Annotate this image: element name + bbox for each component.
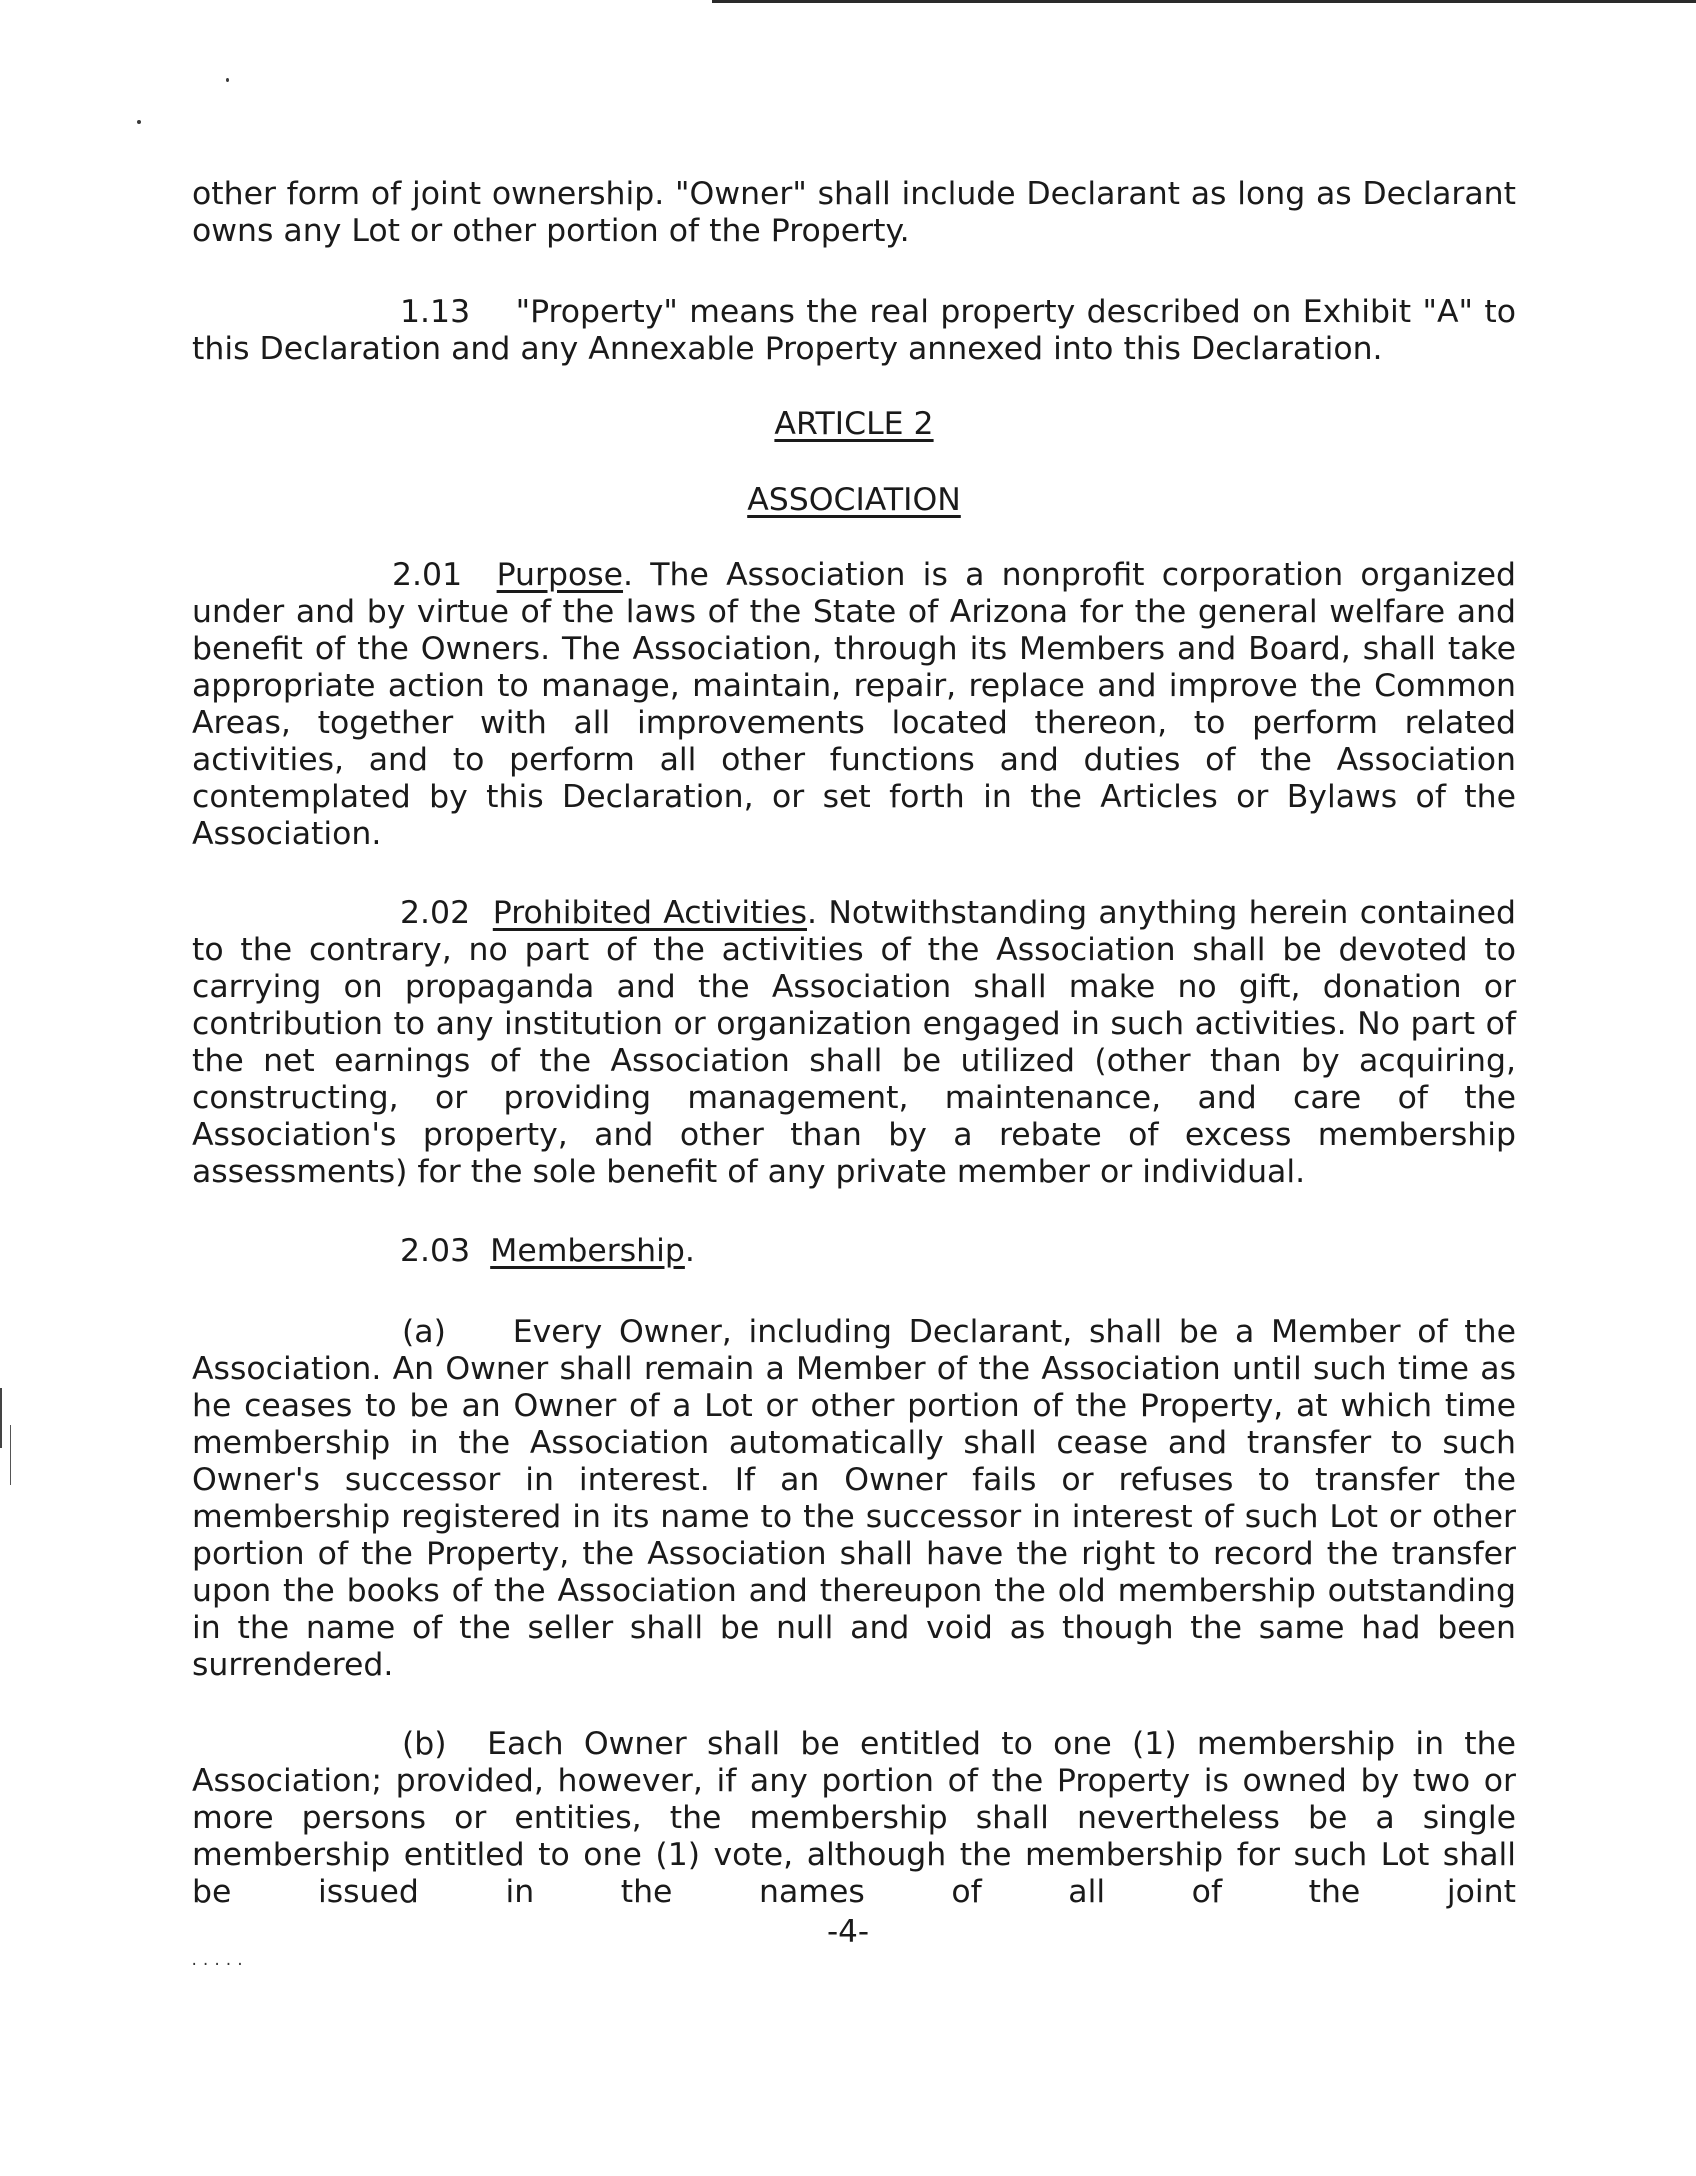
subsection-text: Each Owner shall be entitled to one (1) membership in the Association; provided, however, if any portion of the Property is owned by two or more persons or entities, the membership shall nevertheless be a single membership entitled to one (1) vote, although the membership for such Lot shall be issued in the names of all of the joint [192,1726,1517,1910]
section-title: Prohibited Activities [492,895,807,931]
article-heading [192,406,1516,443]
footer-scan-mark: ····· [190,1957,248,1973]
section-number: 1.13 [400,294,471,330]
page-number: -4- [826,1914,870,1950]
article-title [192,482,1516,519]
section-2-03: 2.03 Membership. [400,1233,695,1269]
section-text: The Association is a nonprofit corporation organized under and by virtue of the laws of the State of Arizona for the general welfare and benefit of the Owners. The Association, through its Members and Board, shall take appropriate action to manage, maintain, repair, replace and improve the Common Areas, together with all improvements located thereon, to perform related activities, and to perform all other functions and duties of the Association contemplated by this Declaration, or set forth in the Articles or Bylaws of the Association. [192,557,1516,852]
scan-margin-tick [10,1425,11,1485]
scan-speck [226,78,229,82]
section-number: 2.01 [392,557,463,593]
section-2-03-b [192,1726,1516,1911]
document-page [192,168,1516,1911]
section-title: Membership [490,1233,685,1269]
section-1-13 [192,294,1516,368]
subsection-label: (b) [402,1726,447,1762]
section-2-01: 2.01 Purpose. The Association is a nonprofit corporation organized under and by virtue of the laws of the State of Arizona for the general welfare and benefit of the Owners. The Association, through its Members and Board, shall take appropriate action to manage, maintain, repair, replace and improve the Common Areas, together with all improvements located thereon, to perform related activities, and to perform all other functions and duties of the Association contemplated by this Declaration, or set forth in the Articles or Bylaws of the Association. [192,557,1516,852]
section-2-02: 2.02 Prohibited Activities. Notwithstanding anything herein contained to the contrary, no part of the activities of the Association shall be devoted to carrying on propaganda and the Association shall make no gift, donation or contribution to any institution or organization engaged in such activities. No part of the net earnings of the Association shall be utilized (other than by acquiring, constructing, or providing management, maintenance, and care of the Association's property, and other than by a rebate of excess membership assessments) for the sole benefit of any private member or individual. [192,895,1516,1190]
subsection-text: Every Owner, including Declarant, shall be a Member of the Association. An Owner shall remain a Member of the Association until such time as he ceases to be an Owner of a Lot or other portion of the Property, at which time membership in the Association automatically shall cease and transfer to such Owner's successor in interest. If an Owner fails or refuses to transfer the membership registered in its name to the successor in interest of such Lot or other portion of the Property, the Association shall have the right to record the transfer upon the books of the Association and thereupon the old membership outstanding in the name of the seller shall be null and void as though the same had been surrendered. [192,1314,1516,1683]
section-number: 2.03 [400,1233,471,1269]
subsection-label: (a) [402,1314,446,1350]
owner-definition-continuation: other form of joint ownership. "Owner" shall include Declarant as long as Declarant owns any Lot or other portion of the Property. [192,176,1516,249]
scan-top-edge [712,0,1696,3]
article-number: ARTICLE 2 [774,406,934,442]
scan-margin-mark [0,1388,5,1448]
article-title-text: ASSOCIATION [747,482,961,518]
section-title: Purpose [496,557,624,593]
section-number: 2.02 [400,895,471,931]
scan-speck [137,120,141,124]
section-2-03-a [192,1314,1516,1684]
section-text: "Property" means the real property described on Exhibit "A" to this Declaration and any Annexable Property annexed into this Declaration. [192,294,1516,367]
section-text: Notwithstanding anything herein contained to the contrary, no part of the activities of the Association shall be devoted to carrying on propaganda and the Association shall make no gift, donation or contribution to any institution or organization engaged in such activities. No part of the net earnings of the Association shall be utilized (other than by acquiring, constructing, or providing management, maintenance, and care of the Association's property, and other than by a rebate of excess membership assessments) for the sole benefit of any private member or individual. [192,895,1516,1190]
